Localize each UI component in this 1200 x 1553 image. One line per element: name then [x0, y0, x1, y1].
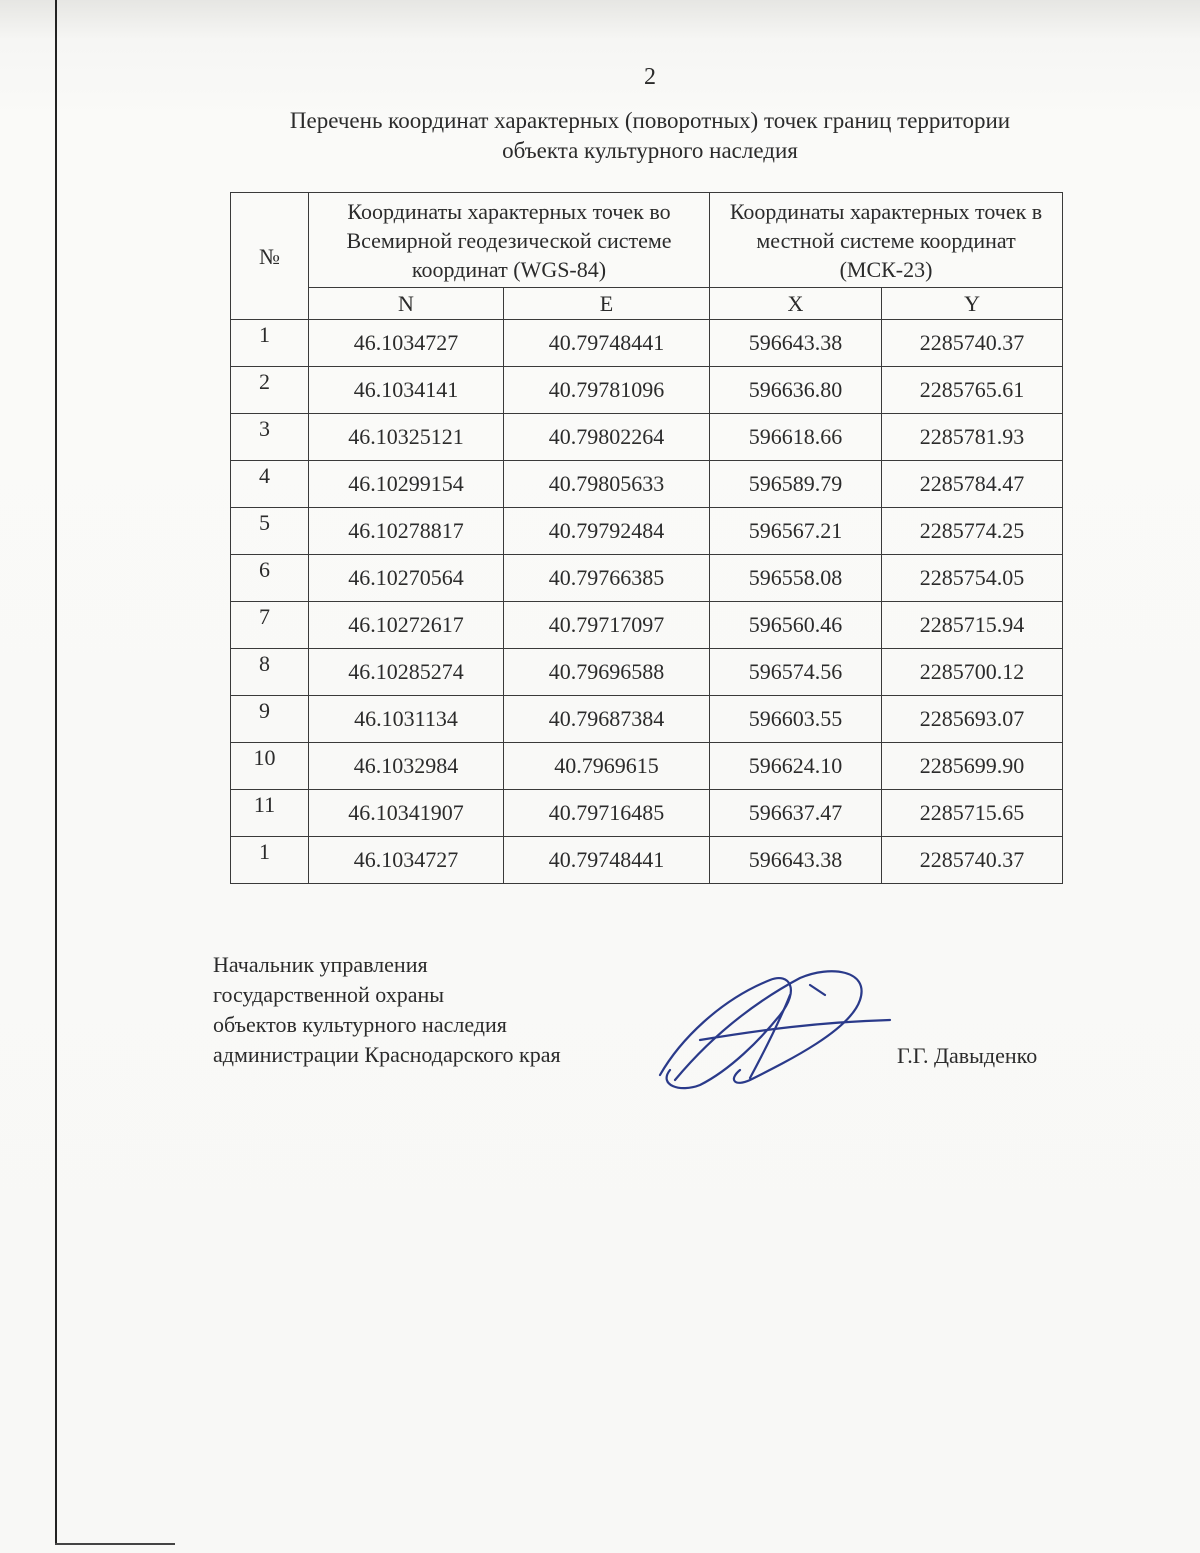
cell-num: 8 — [231, 649, 309, 696]
header-number: № — [231, 193, 309, 320]
table-row — [231, 367, 1063, 414]
cell-num: 4 — [231, 461, 309, 508]
cell-num: 10 — [231, 743, 309, 790]
cell-y: 2285740.37 — [882, 837, 1063, 884]
header-wgs84: Координаты характерных точек во Всемирной геодезической системе координат (WGS-84) — [309, 193, 710, 288]
cell-e: 40.79802264 — [504, 414, 710, 461]
cell-x: 596603.55 — [710, 696, 882, 743]
table-row — [231, 649, 1063, 696]
cell-x: 596636.80 — [710, 367, 882, 414]
cell-num: 3 — [231, 414, 309, 461]
table-row — [231, 696, 1063, 743]
cell-y: 2285740.37 — [882, 320, 1063, 367]
cell-e: 40.79781096 — [504, 367, 710, 414]
cell-e: 40.79748441 — [504, 837, 710, 884]
cell-n: 46.1034141 — [309, 367, 504, 414]
cell-x: 596558.08 — [710, 555, 882, 602]
cell-y: 2285715.65 — [882, 790, 1063, 837]
signatory-position — [213, 950, 561, 1070]
coordinates-table — [230, 192, 1063, 884]
cell-e: 40.79717097 — [504, 602, 710, 649]
table-row — [231, 837, 1063, 884]
handwritten-signature — [640, 960, 910, 1100]
table-row — [231, 790, 1063, 837]
signatory-line-2: государственной охраны — [213, 982, 445, 1007]
cell-num: 2 — [231, 367, 309, 414]
cell-x: 596637.47 — [710, 790, 882, 837]
table-row — [231, 320, 1063, 367]
cell-y: 2285754.05 — [882, 555, 1063, 602]
cell-x: 596589.79 — [710, 461, 882, 508]
header-msk23: Координаты характерных точек в местной системе координат (МСК-23) — [710, 193, 1063, 288]
page-number: 2 — [644, 64, 656, 90]
cell-n: 46.1034727 — [309, 837, 504, 884]
cell-y: 2285784.47 — [882, 461, 1063, 508]
cell-num: 5 — [231, 508, 309, 555]
cell-num: 9 — [231, 696, 309, 743]
table-row — [231, 508, 1063, 555]
cell-x: 596643.38 — [710, 837, 882, 884]
cell-y: 2285765.61 — [882, 367, 1063, 414]
page-edge-bottom — [55, 1543, 175, 1545]
table-row — [231, 602, 1063, 649]
header-x: X — [710, 288, 882, 320]
cell-y: 2285700.12 — [882, 649, 1063, 696]
cell-n: 46.10325121 — [309, 414, 504, 461]
cell-num: 11 — [231, 790, 309, 837]
coordinates-table-body — [231, 320, 1063, 884]
cell-e: 40.7969615 — [504, 743, 710, 790]
cell-y: 2285693.07 — [882, 696, 1063, 743]
cell-n: 46.10272617 — [309, 602, 504, 649]
cell-n: 46.10299154 — [309, 461, 504, 508]
cell-n: 46.10278817 — [309, 508, 504, 555]
header-e: E — [504, 288, 710, 320]
cell-x: 596643.38 — [710, 320, 882, 367]
cell-num: 1 — [231, 320, 309, 367]
cell-x: 596624.10 — [710, 743, 882, 790]
cell-x: 596560.46 — [710, 602, 882, 649]
cell-e: 40.79696588 — [504, 649, 710, 696]
cell-num: 7 — [231, 602, 309, 649]
cell-y: 2285699.90 — [882, 743, 1063, 790]
document-title-line-1: Перечень координат характерных (поворотных) точек границ территории — [289, 108, 1011, 133]
cell-e: 40.79687384 — [504, 696, 710, 743]
cell-e: 40.79748441 — [504, 320, 710, 367]
document-title-line-2: объекта культурного наследия — [502, 138, 798, 163]
header-y: Y — [882, 288, 1063, 320]
cell-y: 2285715.94 — [882, 602, 1063, 649]
cell-n: 46.10341907 — [309, 790, 504, 837]
header-n: N — [309, 288, 504, 320]
table-row — [231, 555, 1063, 602]
document-title — [200, 106, 1100, 166]
table-row — [231, 414, 1063, 461]
signatory-line-3: объектов культурного наследия — [213, 1012, 507, 1037]
table-row — [231, 461, 1063, 508]
cell-e: 40.79716485 — [504, 790, 710, 837]
signatory-line-4: администрации Краснодарского края — [213, 1042, 561, 1067]
cell-n: 46.10270564 — [309, 555, 504, 602]
cell-x: 596567.21 — [710, 508, 882, 555]
cell-y: 2285781.93 — [882, 414, 1063, 461]
page-edge-left — [55, 0, 57, 1545]
cell-n: 46.10285274 — [309, 649, 504, 696]
cell-n: 46.1032984 — [309, 743, 504, 790]
signatory-line-1: Начальник управления — [213, 952, 428, 977]
cell-e: 40.79792484 — [504, 508, 710, 555]
cell-x: 596618.66 — [710, 414, 882, 461]
cell-x: 596574.56 — [710, 649, 882, 696]
cell-e: 40.79766385 — [504, 555, 710, 602]
cell-num: 1 — [231, 837, 309, 884]
cell-y: 2285774.25 — [882, 508, 1063, 555]
cell-n: 46.1034727 — [309, 320, 504, 367]
cell-num: 6 — [231, 555, 309, 602]
table-row — [231, 743, 1063, 790]
cell-n: 46.1031134 — [309, 696, 504, 743]
cell-e: 40.79805633 — [504, 461, 710, 508]
signatory-name: Г.Г. Давыденко — [897, 1043, 1038, 1068]
